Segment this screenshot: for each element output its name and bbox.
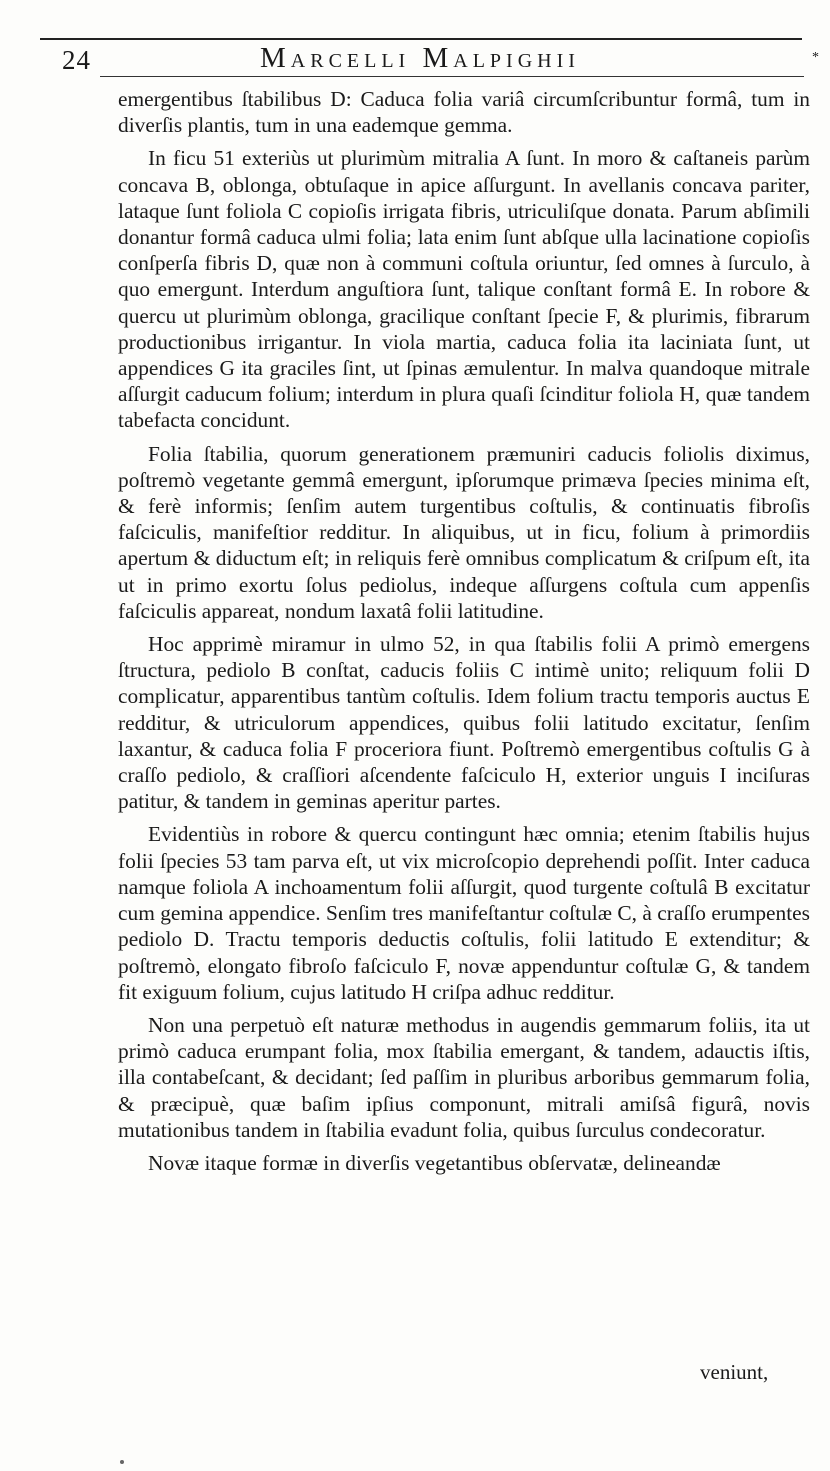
- body-text: [118, 86, 810, 1183]
- header-rule-bottom: [100, 76, 804, 77]
- paragraph-caduca-forms: In ficu 51 exteriùs ut plurimùm mitralia A ſunt. In moro & caſtaneis parùm concava B, oblonga, obtuſaque in apice aſſurgunt. In avellanis concava pariter, lataque ſunt foliola C copioſis irrigata fibris, utriculiſque donata. Parum abſimili donantur formâ caduca ulmi folia; lata enim ſunt abſque ulla lacinatione copioſis conſperſa fibris D, quæ non à communi coſtula oriuntur, ſed omnes à ſurculo, à quo emergunt. Interdum anguſtiora ſunt, talique conſtant formâ E. In robore & quercu ut plurimùm oblonga, gracilique conſtant ſpecie F, & plurimis, fibrarum productionibus irrigantur. In viola martia, caduca folia ita laciniata ſunt, ut appendices G ita graciles ſint, ut ſpinas æmulentur. In malva quandoque mitrale aſſurgit caducum folium; interdum in plura quaſi ſcinditur foliola H, quæ tandem tabefacta concidunt.: [118, 146, 810, 433]
- paragraph-robur-quercus: Evidentiùs in robore & quercu contingunt hæc omnia; etenim ſtabilis hujus folii ſpecies 53 tam parva eſt, ut vix microſcopio deprehendi poſſit. Inter caduca namque foliola A inchoamentum folii aſſurgit, quod turgente coſtulâ B excitatur cum gemina appendice. Senſim tres manifeſtantur coſtulæ C, à craſſo erumpentes pediolo D. Tractu temporis deductis coſtulis, folii latitudo E extenditur; & poſtremò, elongato fibroſo faſciculo F, novæ appenduntur coſtulæ G, & tandem fit exiguum folium, cujus latitudo H criſpa adhuc redditur.: [118, 822, 810, 1004]
- page-number: 24: [62, 45, 91, 75]
- paragraph-methodus: Non una perpetuò eſt naturæ methodus in augendis gemmarum foliis, ita ut primò caduca erumpant folia, mox ſtabilia emergant, & tandem, adauctis iſtis, illa contabeſcant, & decidant; ſed paſſim in pluribus arboribus gemmarum folia, & præcipuè, quæ baſim ipſius componunt, mitrali amiſsâ figurâ, novis mutationibus tandem in ſtabilia evadunt folia, quibus ſurculus condecoratur.: [118, 1012, 810, 1142]
- paragraph-folia-stabilia: Folia ſtabilia, quorum generationem præmuniri caducis foliolis diximus, poſtremò vegetante gemmâ emergunt, ipſorumque primæva ſpecies minima eſt, & ferè informis; ſenſim autem turgentibus coſtulis, & continuatis fibroſis faſciculis, manifeſtior redditur. In aliquibus, ut in ficu, folium à primordiis apertum & diductum eſt; in reliquis ferè omnibus complicatum & criſpum eſt, ita ut in primo exortu ſolus pediolus, indeque aſſurgens coſtula cum appenſis faſciculis appareat, nondum laxatâ folii latitudine.: [118, 441, 810, 623]
- paragraph-continuation: emergentibus ſtabilibus D: Caduca folia variâ circumſcribuntur formâ, tum in diverſis plantis, tum in una eademque gemma.: [118, 87, 810, 138]
- margin-asterisk: *: [812, 50, 819, 65]
- catchword: veniunt,: [700, 1360, 769, 1384]
- paragraph-ulmus: Hoc apprimè miramur in ulmo 52, in qua ſtabilis folii A primò emergens ſtructura, pediolo B conſtat, caducis foliis C intimè unito; reliquum folii D complicatur, apparentibus tantùm coſtulis. Idem folium tractu temporis auctus E redditur, & utriculorum appendices, quibus folii latitudo excitatur, ſenſim laxantur, & caduca folia F proceriora fiunt. Poſtremò emergentibus coſtulis G à craſſo pediolo, & craſſiori aſcendente faſciculo H, exterior unguis I inciſuras patitur, & tandem in geminas aperitur partes.: [118, 632, 810, 814]
- running-head: Marcelli Malpighii: [260, 42, 580, 74]
- header-rule-top: [40, 38, 802, 40]
- paragraph-novae-formae: Novæ itaque formæ in diverſis vegetantibus obſervatæ, delineandæ: [148, 1150, 721, 1175]
- margin-speck: [120, 1460, 124, 1464]
